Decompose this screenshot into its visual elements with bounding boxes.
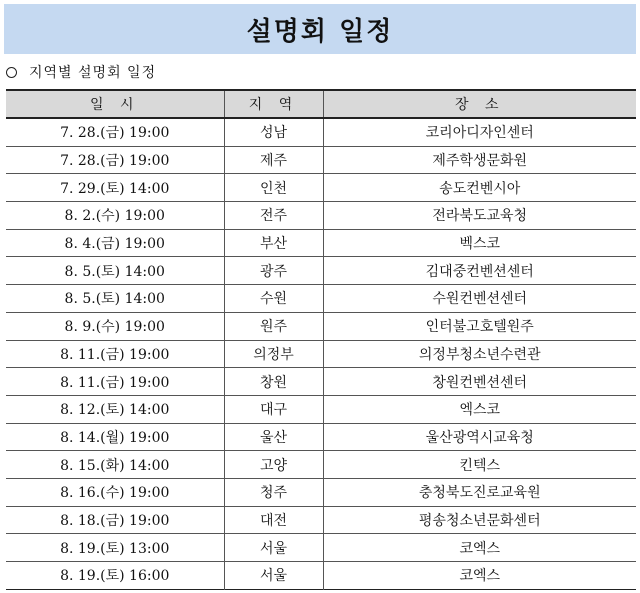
venue-cell: 킨텍스 [323,451,636,479]
header-row [6,90,636,118]
venue-cell: 인터불고호텔원주 [323,312,636,340]
table-row [6,257,636,285]
region-cell: 인천 [224,174,323,202]
venue-cell: 벡스코 [323,229,636,257]
datetime-cell: 7. 29.(토) 14:00 [6,174,224,202]
venue-cell: 평송청소년문화센터 [323,506,636,534]
table-row [6,340,636,368]
venue-cell: 코리아디자인센터 [323,118,636,146]
region-cell: 고양 [224,451,323,479]
region-cell: 제주 [224,146,323,174]
region-cell: 광주 [224,257,323,285]
venue-cell: 충청북도진로교육원 [323,478,636,506]
venue-cell: 송도컨벤시아 [323,174,636,202]
region-cell: 부산 [224,229,323,257]
venue-cell: 의정부청소년수련관 [323,340,636,368]
datetime-cell: 8. 16.(수) 19:00 [6,478,224,506]
datetime-cell: 8. 4.(금) 19:00 [6,229,224,257]
datetime-cell: 8. 18.(금) 19:00 [6,506,224,534]
region-cell: 대구 [224,395,323,423]
region-cell: 창원 [224,368,323,396]
table-row [6,118,636,146]
region-cell: 의정부 [224,340,323,368]
table-row [6,146,636,174]
section-heading [6,62,156,82]
datetime-cell: 8. 19.(토) 13:00 [6,534,224,562]
venue-cell: 김대중컨벤션센터 [323,257,636,285]
table-row [6,368,636,396]
column-header-datetime: 일 시 [6,90,224,118]
region-cell: 서울 [224,562,323,590]
table-row [6,478,636,506]
circle-bullet-icon [6,67,17,78]
table-row [6,202,636,230]
region-cell: 서울 [224,534,323,562]
datetime-cell: 8. 9.(수) 19:00 [6,312,224,340]
table-row [6,423,636,451]
column-header-region: 지 역 [224,90,323,118]
datetime-cell: 8. 11.(금) 19:00 [6,368,224,396]
table-row [6,506,636,534]
region-cell: 대전 [224,506,323,534]
datetime-cell: 8. 11.(금) 19:00 [6,340,224,368]
table-row [6,534,636,562]
datetime-cell: 8. 5.(토) 14:00 [6,285,224,313]
table-row [6,312,636,340]
datetime-cell: 8. 19.(토) 16:00 [6,562,224,590]
column-header-venue: 장 소 [323,90,636,118]
venue-cell: 코엑스 [323,534,636,562]
section-heading-text: 지역별 설명회 일정 [29,65,157,81]
datetime-cell: 8. 2.(수) 19:00 [6,202,224,230]
datetime-cell: 8. 12.(토) 14:00 [6,395,224,423]
table-row [6,451,636,479]
venue-cell: 코엑스 [323,562,636,590]
region-cell: 전주 [224,202,323,230]
table-row [6,395,636,423]
schedule-table [6,89,636,590]
datetime-cell: 7. 28.(금) 19:00 [6,146,224,174]
region-cell: 청주 [224,478,323,506]
region-cell: 원주 [224,312,323,340]
venue-cell: 창원컨벤션센터 [323,368,636,396]
datetime-cell: 7. 28.(금) 19:00 [6,118,224,146]
schedule-table-body [6,118,636,589]
venue-cell: 전라북도교육청 [323,202,636,230]
region-cell: 수원 [224,285,323,313]
datetime-cell: 8. 5.(토) 14:00 [6,257,224,285]
table-row [6,562,636,590]
title-banner [4,4,636,54]
venue-cell: 제주학생문화원 [323,146,636,174]
datetime-cell: 8. 14.(월) 19:00 [6,423,224,451]
table-row [6,285,636,313]
region-cell: 울산 [224,423,323,451]
datetime-cell: 8. 15.(화) 14:00 [6,451,224,479]
table-row [6,229,636,257]
region-cell: 성남 [224,118,323,146]
venue-cell: 울산광역시교육청 [323,423,636,451]
page-title: 설명회 일정 [246,16,394,47]
venue-cell: 엑스코 [323,395,636,423]
table-row [6,174,636,202]
venue-cell: 수원컨벤션센터 [323,285,636,313]
